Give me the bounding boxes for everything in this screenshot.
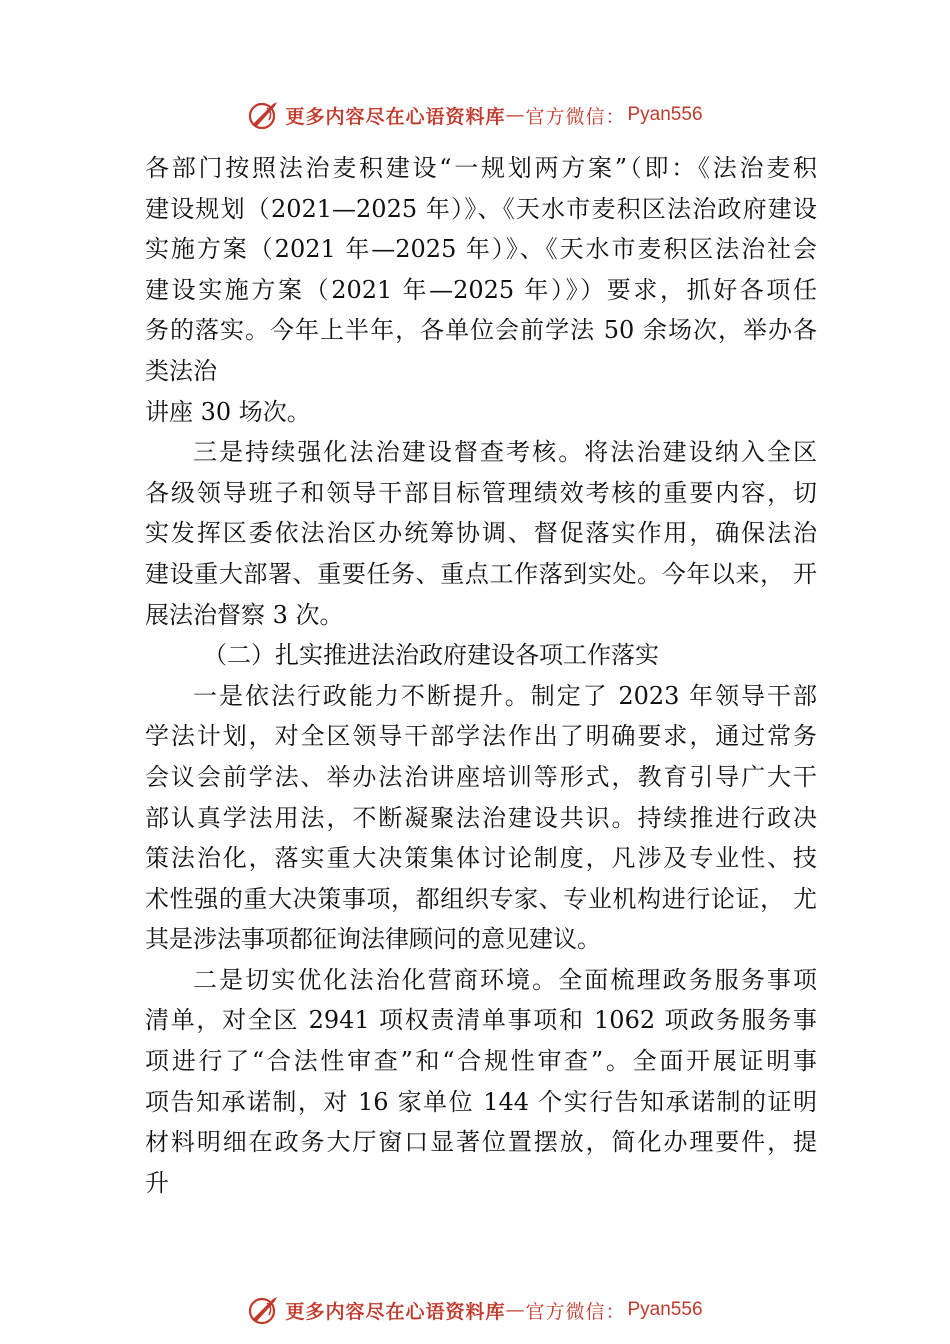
header-banner: [0, 95, 950, 135]
text-line: 实发挥区委依法治区办统筹协调、督促落实作用，确保法治: [145, 519, 817, 548]
text-line: 类法治: [145, 356, 217, 385]
footer-banner: [0, 1290, 950, 1330]
text-line: 项进行了“合法性审查”和“合规性审查”。全面开展证明事: [145, 1047, 817, 1076]
text-line: 项告知承诺制，对 16 家单位 144 个实行告知承诺制的证明: [145, 1087, 817, 1116]
text-line: 建设实施方案（2021 年—2025 年）》）要求，抓好各项任: [145, 275, 817, 304]
text-line: 二是切实优化法治化营商环境。全面梳理政务服务事项: [193, 965, 817, 994]
section-heading: （二）扎实推进法治政府建设各项工作落实: [203, 641, 659, 670]
text-line: 实施方案（2021 年—2025 年）》、《天水市麦积区法治社会: [145, 235, 817, 264]
text-line: 升: [145, 1168, 169, 1197]
text-line: 学法计划，对全区领导干部学法作出了明确要求，通过常务: [145, 722, 817, 751]
text-line: 务的落实。今年上半年，各单位会前学法 50 余场次，举办各: [145, 316, 817, 345]
quill-logo-icon: [247, 1293, 281, 1327]
text-line: 材料明细在政务大厅窗口显著位置摆放，简化办理要件，提: [145, 1128, 817, 1157]
text-line: 清单，对全区 2941 项权责清单事项和 1062 项政务服务事: [145, 1006, 817, 1035]
text-line: 各部门按照法治麦积建设“一规划两方案”（即：《法治麦积: [145, 154, 817, 182]
text-line: 术性强的重大决策事项，都组织专家、专业机构进行论证， 尤: [145, 884, 817, 913]
banner-dash: —: [505, 104, 526, 126]
text-line: 一是依法行政能力不断提升。制定了 2023 年领导干部: [193, 681, 817, 710]
banner-label: 官方微信：: [525, 105, 626, 128]
banner-title: 更多内容尽在心语资料库: [285, 1300, 506, 1323]
quill-logo-icon: [247, 98, 281, 132]
text-line: 建设规划（2021—2025 年）》、《天水市麦积区法治政府建设: [145, 194, 817, 223]
text-line: 三是持续强化法治建设督查考核。将法治建设纳入全区: [193, 438, 817, 467]
banner-wechat-id: Pyan556: [627, 1299, 703, 1320]
text-line: 讲座 30 场次。: [145, 397, 311, 426]
text-line: 部认真学法用法，不断凝聚法治建设共识。持续推进行政决: [145, 803, 817, 832]
text-line: 会议会前学法、举办法治讲座培训等形式，教育引导广大干: [145, 762, 817, 791]
text-line: 策法治化，落实重大决策集体讨论制度，凡涉及专业性、技: [145, 844, 817, 873]
text-line: 各级领导班子和领导干部目标管理绩效考核的重要内容，切: [145, 478, 817, 507]
document-body: [145, 148, 817, 1203]
banner-label: 官方微信：: [525, 1300, 626, 1323]
banner-wechat-id: Pyan556: [627, 104, 703, 125]
text-line: 展法治督察 3 次。: [145, 600, 344, 629]
banner-dash: —: [505, 1299, 526, 1321]
text-line: 建设重大部署、重要任务、重点工作落到实处。今年以来， 开: [145, 559, 817, 588]
text-line: 其是涉法事项都征询法律顾问的意见建议。: [145, 925, 601, 954]
banner-title: 更多内容尽在心语资料库: [285, 105, 506, 128]
